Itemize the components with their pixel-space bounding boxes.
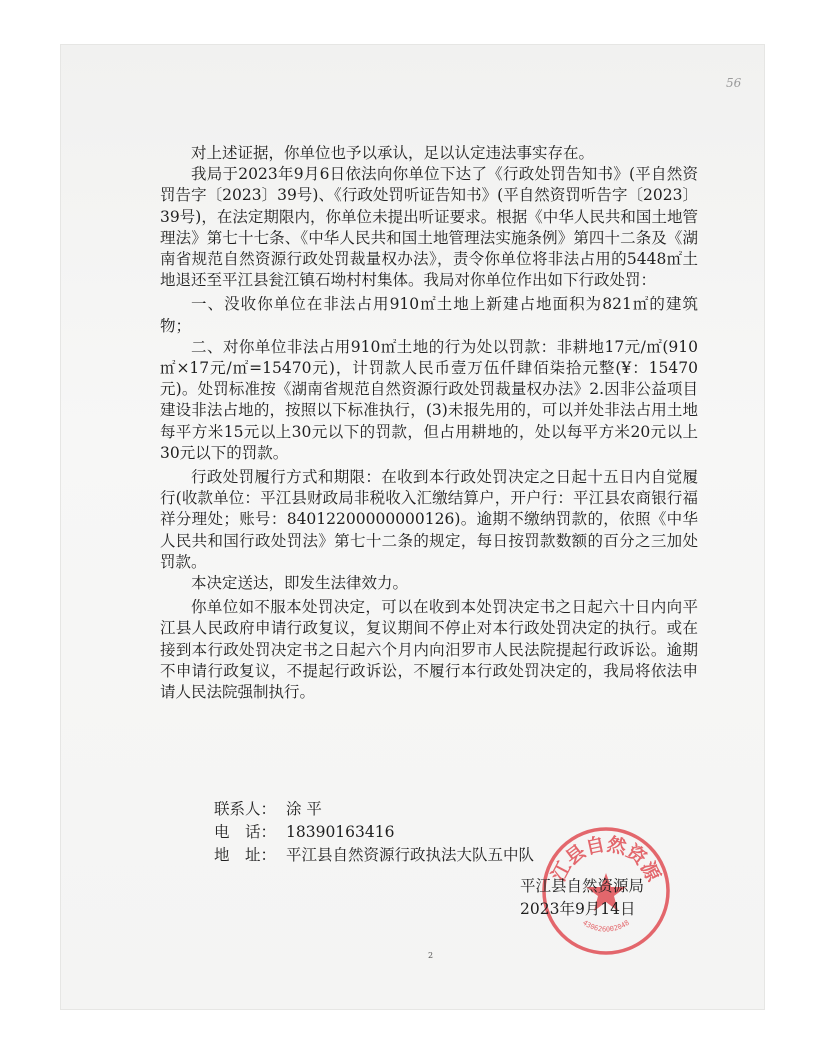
document-body <box>160 143 698 703</box>
paragraph-penalty-confiscation: 一、没收你单位在非法占用910㎡土地上新建占地面积为821㎡的建筑物； <box>160 295 698 335</box>
svg-text:江县自然资源: 江县自然资源 <box>547 833 665 886</box>
page-number: 2 <box>428 951 434 960</box>
paragraph-payment-terms: 行政处罚履行方式和期限：在收到本行政处罚决定之日起十五日内自觉履行(收款单位：平江县财政局非税收入汇缴结算户，开户行：平江县农商银行福祥分理处；账号：84012200000000126)。逾期不缴纳罚款的，依照《中华人民共和国行政处罚法》第七十二条的规定，每日按罚款数额的百分之三加处罚款。 <box>160 468 698 571</box>
paragraph-effective: 本决定送达，即发生法律效力。 <box>191 574 409 593</box>
contact-address-row <box>214 844 534 867</box>
signature-block <box>520 875 644 921</box>
paragraph-notice-and-basis: 我局于2023年9月6日依法向你单位下达了《行政处罚告知书》(平自然资罚告字〔2023〕39号)、《行政处罚听证告知书》(平自然资罚听告字〔2023〕39号)，在法定期限内，你单位未提出听证要求。根据《中华人民共和国土地管理法》第七十七条、《中华人民共和国土地管理法实施条例》第四十二条及《湖南省规范自然资源行政处罚裁量权办法》，责令你单位将非法占用的5448㎡土地退还至平江县瓮江镇石坳村村集体。我局对你单位作出如下行政处罚： <box>160 165 698 290</box>
contact-phone-value: 18390163416 <box>286 823 395 841</box>
contact-address-label: 地 址： <box>214 846 277 864</box>
issue-date: 2023年9月14日 <box>520 900 636 918</box>
contact-person-label: 联系人： <box>214 800 277 818</box>
handwritten-page-mark: 56 <box>726 76 742 90</box>
issuing-organization: 平江县自然资源局 <box>520 877 645 895</box>
contact-person-value: 涂 平 <box>286 800 322 818</box>
contact-phone-row <box>214 821 534 844</box>
contact-phone-label: 电 话： <box>214 823 277 841</box>
contact-block <box>214 798 534 867</box>
svg-text:430626002048: 430626002048 <box>581 918 631 934</box>
paragraph-evidence: 对上述证据，你单位也予以承认，足以认定违法事实存在。 <box>191 144 595 162</box>
contact-person-row <box>214 798 534 821</box>
paragraph-appeal-rights: 你单位如不服本处罚决定，可以在收到本处罚决定书之日起六十日内向平江县人民政府申请行政复议，复议期间不停止对本行政处罚决定的执行。或在接到本行政处罚决定书之日起六个月内向汨罗市人民法院提起行政诉讼。逾期不申请行政复议，不提起行政诉讼，不履行本行政处罚决定的，我局将依法申请人民法院强制执行。 <box>160 598 698 702</box>
paragraph-penalty-fine: 二、对你单位非法占用910㎡土地的行为处以罚款：非耕地17元/㎡(910㎡×17元/㎡=15470元)，计罚款人民币壹万伍仟肆佰柒拾元整(¥：15470元)。处罚标准按《湖南省规范自然资源行政处罚裁量权办法》2.因非公益项目建设非法占地的，按照以下标准执行，(3)未报先用的，可以并处非法占用土地每平方米15元以上30元以下的罚款，但占用耕地的，处以每平方米20元以上30元以下的罚款。 <box>160 337 698 462</box>
contact-address-value: 平江县自然资源行政执法大队五中队 <box>286 846 535 864</box>
